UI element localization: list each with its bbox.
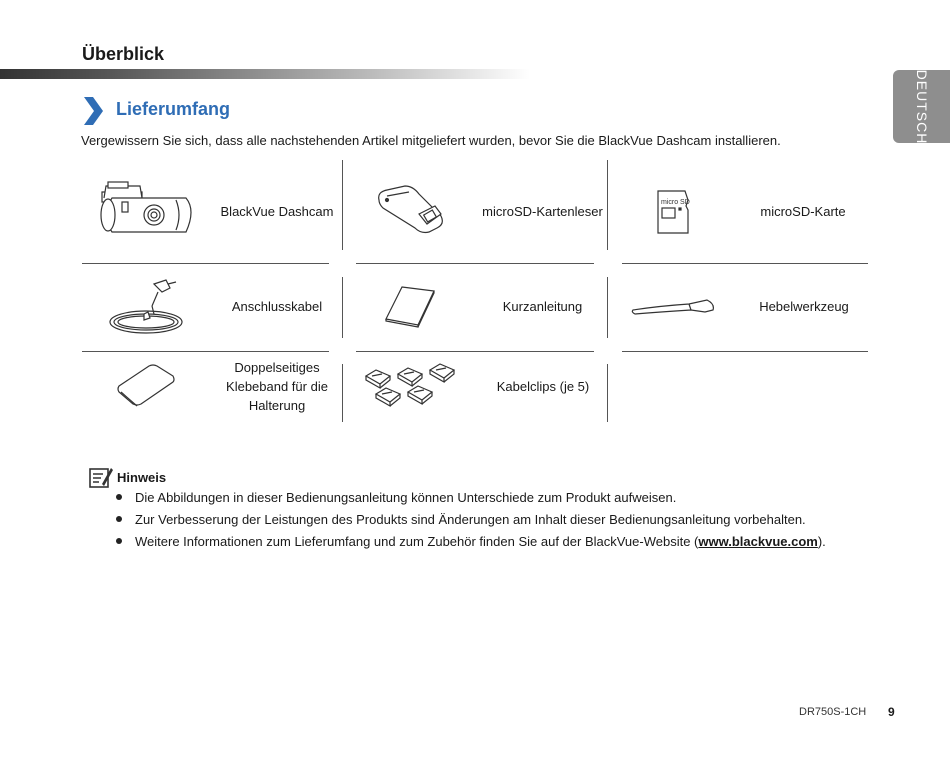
note-bullet-text: Zur Verbesserung der Leistungen des Produkts sind Änderungen am Inhalt dieser Bedienungsanleitung vorbehalten. [135,512,806,527]
section-title: Überblick [82,44,165,64]
microsd-logo-text: micro SD [661,199,690,206]
intro-text: Vergewissern Sie sich, dass alle nachstehenden Artikel mitgeliefert wurden, bevor Sie die BlackVue Dashcam installieren. [81,133,781,148]
power-cable-icon [104,278,188,336]
grid-divider [356,263,594,264]
bullet-dot [116,494,122,500]
note-bullet [116,490,676,505]
note-bullet [116,512,806,527]
item-label: Anschlusskabel [231,299,323,314]
adhesive-tape-icon [115,362,177,408]
pry-tool-icon [629,296,719,318]
grid-divider [622,351,868,352]
grid-divider [342,364,343,422]
grid-divider [82,351,329,352]
language-tab [893,70,950,143]
note-bullet-text: Weitere Informationen zum Lieferumfang und zum Zubehör finden Sie auf der BlackVue-Website ( [135,534,699,549]
microsd-card-icon [655,188,691,236]
language-tab-label: DEUTSCH [913,69,930,144]
title-rule [0,69,530,79]
chevron-right-icon [82,97,104,125]
dashcam-icon [94,180,200,238]
model-name: DR750S-1CH [799,706,867,718]
card-reader-icon [375,184,447,236]
note-bullet-text: ). [817,534,826,549]
note-bullet [116,534,826,549]
grid-divider [356,351,594,352]
item-label: Kurzanleitung [502,299,583,314]
item-label: BlackVue Dashcam [220,204,334,219]
cable-clips-icon [360,360,460,412]
bullet-dot [116,538,122,544]
item-label: Doppelseitiges Klebeband für die Halterung [226,360,328,413]
note-title: Hinweis [117,470,167,485]
grid-divider [607,277,608,338]
grid-divider [607,364,608,422]
item-label: Hebelwerkzeug [759,299,849,314]
grid-divider [342,160,343,250]
item-label: microSD-Karte [760,204,846,219]
item-label: Kabelclips (je 5) [496,379,590,394]
bullet-dot [116,516,122,522]
note-icon [88,466,114,490]
grid-divider [82,263,329,264]
website-link[interactable]: www.blackvue.com [698,534,818,549]
grid-divider [342,277,343,338]
note-bullet-text: Die Abbildungen in dieser Bedienungsanleitung können Unterschiede zum Produkt aufweisen. [135,490,677,505]
grid-divider [622,263,868,264]
quick-guide-icon [382,285,438,329]
page-number: 9 [888,705,895,719]
subsection-title: Lieferumfang [116,99,231,119]
item-label: microSD-Kartenleser [482,204,603,219]
